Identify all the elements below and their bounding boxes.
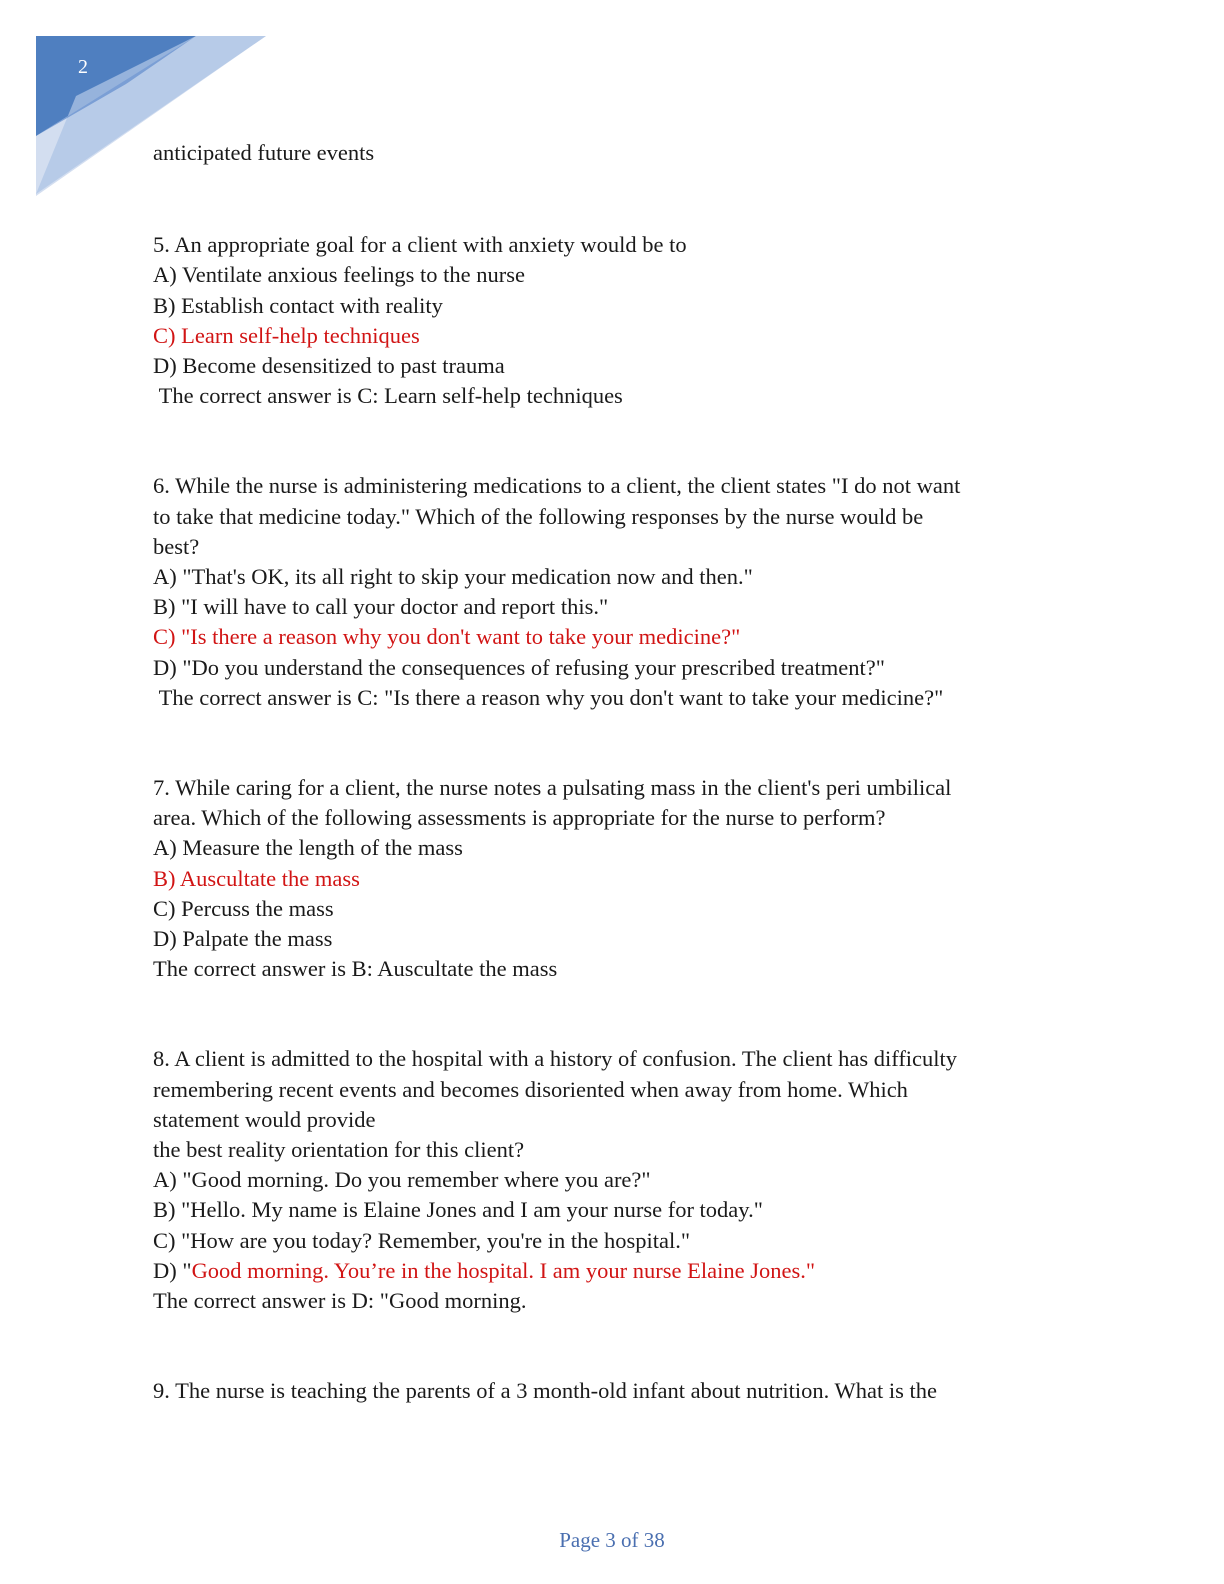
question-stem: 5. An appropriate goal for a client with anxiety would be to xyxy=(153,232,687,258)
option-b: B) "I will have to call your doctor and report this." xyxy=(153,594,609,620)
correct-answer: The correct answer is C: Learn self-help techniques xyxy=(153,383,623,409)
question-stem-line: statement would provide xyxy=(153,1106,376,1132)
option-a: A) Ventilate anxious feelings to the nurse xyxy=(153,262,525,288)
question-stem: 9. The nurse is teaching the parents of a 3 month-old infant about nutrition. What is the xyxy=(153,1378,937,1404)
question-8 xyxy=(153,1044,1073,1316)
option-d-correct-text: Good morning. You’re in the hospital. I am your nurse Elaine Jones." xyxy=(191,1257,816,1283)
option-b-correct: B) Auscultate the mass xyxy=(153,865,360,891)
question-stem-line: area. Which of the following assessments is appropriate for the nurse to perform? xyxy=(153,805,886,831)
document-body xyxy=(153,138,1073,1407)
question-stem-line: 8. A client is admitted to the hospital with a history of confusion. The client has difficulty xyxy=(153,1046,958,1072)
question-stem-line: 7. While caring for a client, the nurse notes a pulsating mass in the client's peri umbilical xyxy=(153,775,952,801)
question-stem-line: 6. While the nurse is administering medications to a client, the client states "I do not want xyxy=(153,473,961,499)
option-a: A) Measure the length of the mass xyxy=(153,835,463,861)
option-d: D) "Do you understand the consequences of refusing your prescribed treatment?" xyxy=(153,654,885,680)
question-stem-line: best? xyxy=(153,533,200,559)
option-c-correct: C) "Is there a reason why you don't want to take your medicine?" xyxy=(153,624,741,650)
option-c: C) Percuss the mass xyxy=(153,895,334,921)
header-page-number: 2 xyxy=(78,56,88,78)
option-b: B) Establish contact with reality xyxy=(153,292,443,318)
option-d: D) Become desensitized to past trauma xyxy=(153,353,505,379)
question-stem-line: the best reality orientation for this client? xyxy=(153,1137,525,1163)
option-a: A) "Good morning. Do you remember where you are?" xyxy=(153,1167,651,1193)
option-d-prefix: D) " xyxy=(153,1257,192,1283)
question-stem-line: to take that medicine today." Which of the following responses by the nurse would be xyxy=(153,503,924,529)
option-a: A) "That's OK, its all right to skip your medication now and then." xyxy=(153,564,753,590)
question-6 xyxy=(153,471,1073,713)
question-9 xyxy=(153,1376,1073,1406)
option-d: D) Palpate the mass xyxy=(153,926,333,952)
option-b: B) "Hello. My name is Elaine Jones and I am your nurse for today." xyxy=(153,1197,763,1223)
option-d-correct xyxy=(153,1256,1073,1286)
correct-answer: The correct answer is C: "Is there a reason why you don't want to take your medicine?" xyxy=(153,684,944,710)
correct-answer: The correct answer is B: Auscultate the mass xyxy=(153,956,558,982)
question-5 xyxy=(153,230,1073,411)
question-7 xyxy=(153,773,1073,984)
option-c-correct: C) Learn self-help techniques xyxy=(153,322,420,348)
correct-answer: The correct answer is D: "Good morning. xyxy=(153,1288,527,1314)
intro-line: anticipated future events xyxy=(153,140,375,165)
page-footer: Page 3 of 38 xyxy=(559,1528,665,1552)
question-stem-line: remembering recent events and becomes disoriented when away from home. Which xyxy=(153,1076,908,1102)
option-c: C) "How are you today? Remember, you're in the hospital." xyxy=(153,1227,691,1253)
